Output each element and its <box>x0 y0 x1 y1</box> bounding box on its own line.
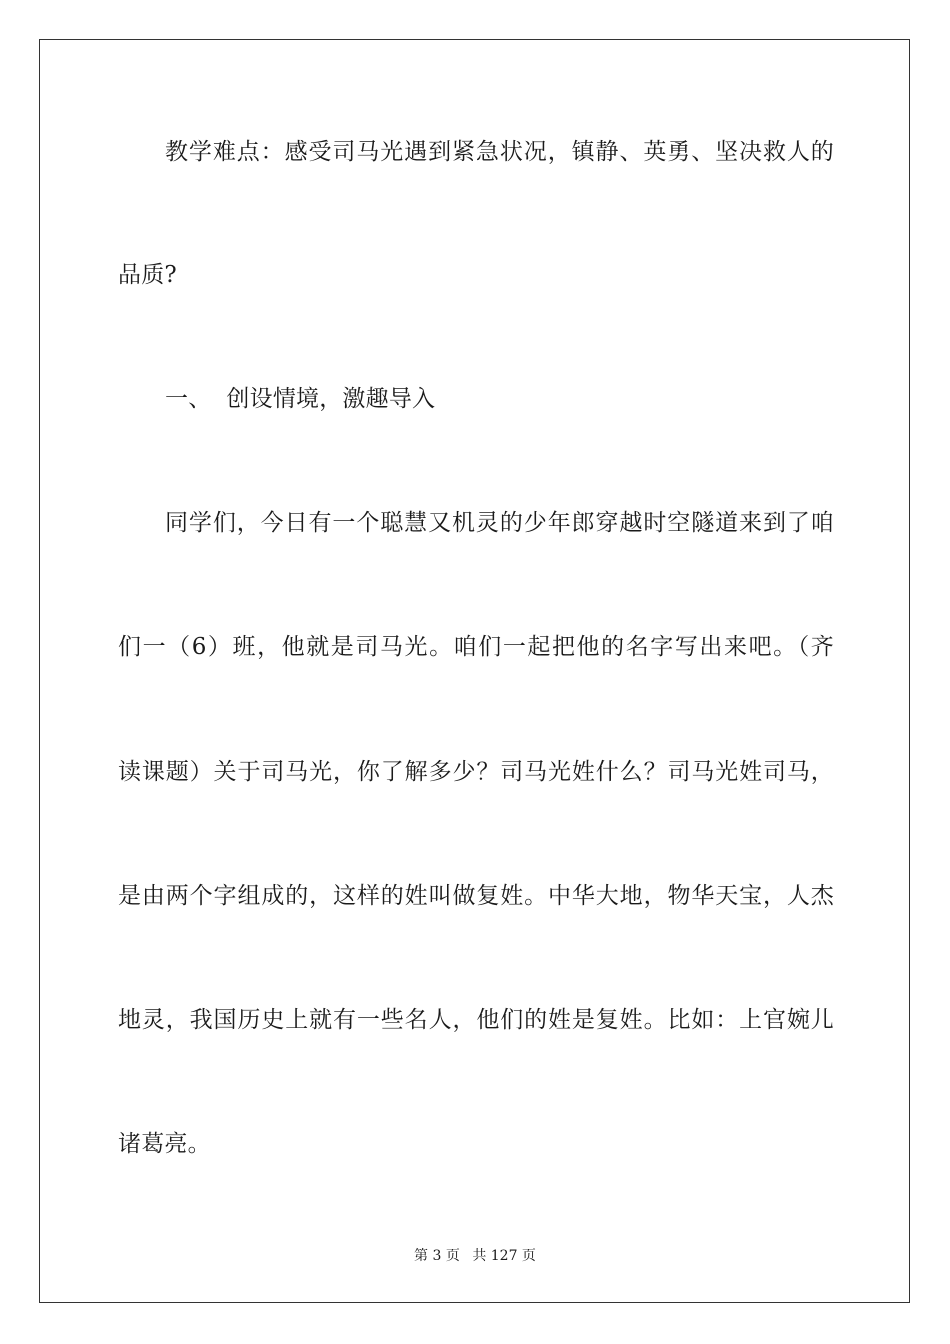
page-number: 第 3 页 <box>414 1248 460 1264</box>
total-pages: 共 127 页 <box>472 1248 536 1264</box>
paragraph-line-8: 诸葛亮。 <box>118 1131 211 1157</box>
page-border <box>39 39 910 1303</box>
page-footer <box>0 1247 950 1265</box>
paragraph-line-4: 们一（6）班，他就是司马光。咱们一起把他的名字写出来吧。（齐 <box>118 634 834 660</box>
paragraph-line-2: 品质? <box>118 262 177 288</box>
paragraph-line-7: 地灵，我国历史上就有一些名人，他们的姓是复姓。比如：上官婉儿 <box>118 1007 834 1033</box>
paragraph-line-3: 同学们，今日有一个聪慧又机灵的少年郎穿越时空隧道来到了咱 <box>165 510 834 536</box>
section-heading: 一、 创设情境，激趣导入 <box>165 386 436 412</box>
paragraph-line-1: 教学难点：感受司马光遇到紧急状况，镇静、英勇、坚决救人的 <box>165 139 834 165</box>
paragraph-line-6: 是由两个字组成的，这样的姓叫做复姓。中华大地，物华天宝，人杰 <box>118 883 834 909</box>
paragraph-line-5: 读课题）关于司马光，你了解多少？司马光姓什么？司马光姓司马， <box>118 759 834 785</box>
